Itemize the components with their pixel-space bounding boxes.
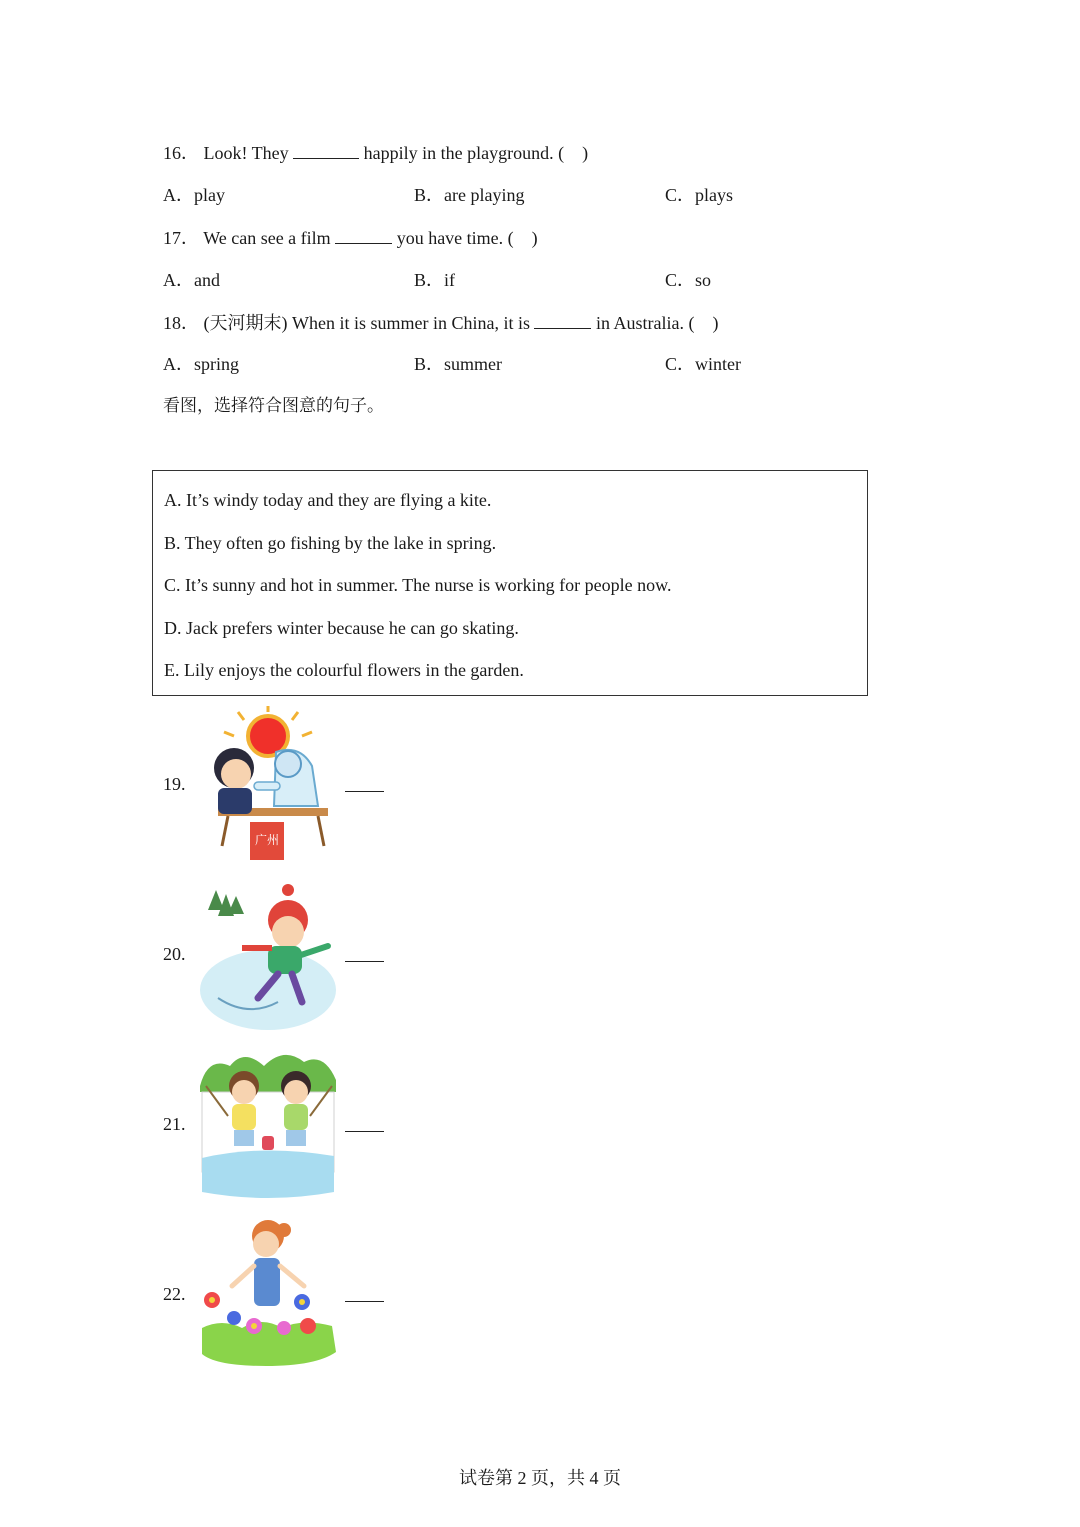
question-22-number: 22. bbox=[163, 1284, 186, 1304]
answer-22-blank[interactable] bbox=[345, 1301, 384, 1302]
question-17 bbox=[163, 225, 538, 250]
option-c[interactable]: C．plays bbox=[665, 185, 734, 205]
option-b[interactable]: B．summer bbox=[414, 354, 503, 374]
girl-flowers-illustration bbox=[198, 1210, 338, 1370]
option-a[interactable]: A．play bbox=[163, 185, 225, 205]
page-footer: 试卷第 2 页，共 4 页 bbox=[459, 1468, 621, 1488]
choice-e: E. Lily enjoys the colourful flowers in the garden. bbox=[164, 660, 524, 680]
answer-blank[interactable] bbox=[293, 140, 359, 159]
answer-20-blank[interactable] bbox=[345, 961, 384, 962]
choice-b: B. They often go fishing by the lake in spring. bbox=[164, 533, 497, 553]
choice-d: D. Jack prefers winter because he can go skating. bbox=[164, 618, 519, 638]
question-number: 16． bbox=[163, 143, 199, 163]
question-text-after: in Australia. ( ) bbox=[591, 313, 719, 333]
sign-text: 广州 bbox=[254, 833, 280, 847]
answer-19-blank[interactable] bbox=[345, 791, 384, 792]
option-a[interactable]: A．and bbox=[163, 270, 220, 290]
option-b[interactable]: B．are playing bbox=[414, 185, 525, 205]
question-text-before: Look! They bbox=[203, 143, 294, 163]
option-b[interactable]: B．if bbox=[414, 270, 456, 290]
nurse-testing-boy-illustration bbox=[198, 706, 338, 866]
question-text-before: We can see a film bbox=[203, 228, 336, 248]
section-instruction: 看图，选择符合图意的句子。 bbox=[163, 396, 384, 416]
question-number: 18． bbox=[163, 313, 199, 333]
question-20-number: 20. bbox=[163, 944, 186, 964]
question-16 bbox=[163, 140, 588, 165]
option-c[interactable]: C．so bbox=[665, 270, 712, 290]
question-text-after: happily in the playground. ( ) bbox=[359, 143, 589, 163]
question-text-before: (天河期末) When it is summer in China, it is bbox=[203, 313, 535, 333]
question-21-number: 21. bbox=[163, 1114, 186, 1134]
question-18 bbox=[163, 310, 718, 335]
answer-blank[interactable] bbox=[534, 310, 591, 329]
question-number: 17． bbox=[163, 228, 199, 248]
boy-skating-illustration bbox=[198, 880, 338, 1040]
answer-blank[interactable] bbox=[335, 225, 392, 244]
answer-21-blank[interactable] bbox=[345, 1131, 384, 1132]
question-19-number: 19. bbox=[163, 774, 186, 794]
option-c[interactable]: C．winter bbox=[665, 354, 741, 374]
boys-fishing-illustration bbox=[198, 1046, 338, 1206]
choice-a: A. It’s windy today and they are flying a kite. bbox=[164, 490, 492, 510]
option-a[interactable]: A．spring bbox=[163, 354, 239, 374]
choice-c: C. It’s sunny and hot in summer. The nurse is working for people now. bbox=[164, 575, 672, 595]
question-text-after: you have time. ( ) bbox=[392, 228, 538, 248]
choices-box bbox=[152, 470, 868, 696]
